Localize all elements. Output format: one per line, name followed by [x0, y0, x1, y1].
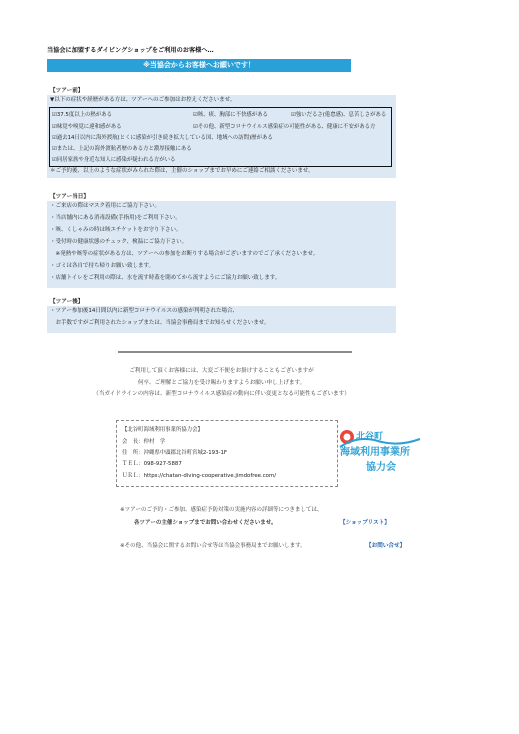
logo-text-bottom: 協力会: [366, 462, 396, 473]
closing-line: 何卒、ご理解とご協力を受け賜わりますようお願い申し上げます。: [137, 380, 306, 386]
contact-tel: ＴＥＬ：098-927-5887: [122, 461, 182, 467]
shop-note: ※ツアーのご予約・ご参加、感染症予防対策の実施内容の詳細等につきましては、: [120, 507, 323, 513]
check-item: ☑同居家族や身近な知人に感染が疑われる方がいる: [52, 157, 176, 163]
check-item: ☑味覚や嗅覚に違和感がある: [52, 124, 122, 130]
notice-banner: ※当協会からお客様へお願いです！: [47, 59, 351, 72]
check-item: ☑過去14日以内に海外渡航(とくに感染が引き続き拡大している国、地域への訪問)歴がある: [52, 135, 273, 141]
shop-list-link[interactable]: 【ショップリスト】: [340, 520, 390, 526]
before-lead: ▼以下の症状や経歴がある方は、ツアーへのご参加はお控えくださいませ。: [50, 97, 236, 103]
section-divider: [118, 351, 352, 353]
day-line: ・ゴミは各自で持ち帰りお願い致します。: [50, 263, 155, 269]
day-line: ・ご来店の際はマスク着用にご協力下さい。: [50, 203, 161, 209]
day-line: ・当店舗内にある消毒設備(手指用)をご利用下さい。: [50, 215, 181, 221]
day-heading: 【ツアー当日】: [50, 194, 89, 200]
closing-line: ご利用して頂くお客様には、大変ご不便をお掛けすることもございますが: [129, 368, 314, 374]
logo-text-top: 北谷町: [356, 432, 384, 442]
check-item: ☑咳、痰、胸部に不快感がある: [193, 112, 268, 118]
inquiry-note: ※その他、当協会に関するお問い合せ等は当協会事務局までお願いします。: [120, 543, 306, 549]
day-line: ・咳、くしゃみの時は咳エチケットをお守り下さい。: [50, 227, 182, 233]
logo-text-mid: 海域利用事業所: [340, 447, 410, 458]
day-line: ※発熱や咳等の症状がある方は、ツアーへの参加をお断りする場合がございますのでご了承くださいませ。: [50, 251, 319, 257]
shop-note-2: 各ツアーの主催ショップまでお問い合わせくださいませ。: [134, 520, 277, 526]
symptom-checklist: [49, 107, 392, 167]
check-item: ☑37.5度以上の熱がある: [52, 112, 112, 118]
check-item: ☑強いだるさ(倦怠感)、息苦しさがある: [291, 112, 387, 118]
intro-text: 当協会に加盟するダイビングショップをご利用のお客様へ…: [47, 47, 214, 54]
day-line: ・受付時の健康状態のチェック、検温にご協力下さい。: [50, 239, 188, 245]
before-heading: 【ツアー前】: [50, 88, 84, 94]
association-logo: [338, 425, 428, 475]
check-item: ☑その他、新型コロナウイルス感染症の可能性がある、健康に不安がある方: [193, 124, 376, 130]
contact-org: 【北谷町海域利用事業所協力会】: [122, 427, 203, 433]
contact-box: [116, 420, 338, 487]
after-line: お手数ですがご利用されたショップまたは、当協会事務局までお知らせくださいませ。: [50, 320, 270, 326]
inquiry-link[interactable]: 【お問い合せ】: [366, 543, 406, 549]
check-item: ☑または、上記の海外渡航者歴のある方と濃厚接触にある: [52, 146, 192, 152]
after-heading: 【ツアー後】: [50, 299, 84, 305]
before-note: ＊ご予約後、以上のような症状がみられた際は、主催のショップまでお早めにご連絡ご相談くださいませ。: [50, 168, 314, 174]
contact-url[interactable]: ＵＲＬ：https://chatan-diving-cooperative.jimdofree.com/: [122, 473, 277, 479]
day-line: ・店舗トイレをご利用の際は、水を流す時蓋を閉めてから流すようにご協力お願い致します。: [50, 275, 281, 281]
closing-line: （当ガイドラインの内容は、新型コロナウイルス感染症の動向に伴い変更となる可能性もございます）: [93, 391, 350, 397]
contact-address: 住 所：沖縄県中頭郡北谷町宮城2-193-1F: [122, 450, 227, 456]
contact-president: 会 長：仲村 学: [122, 439, 166, 445]
after-line: ・ツアー参加後14日間以内に新型コロナウイルスの感染が判明された場合、: [50, 308, 239, 314]
